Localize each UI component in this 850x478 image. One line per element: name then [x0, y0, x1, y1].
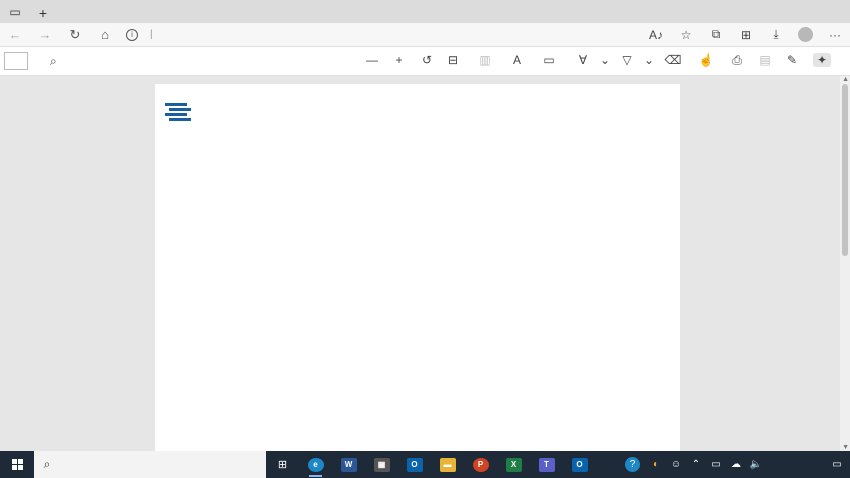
forward-icon[interactable]: →	[38, 27, 52, 42]
url-field[interactable]	[126, 25, 686, 45]
edge-taskbar-icon[interactable]: e	[299, 451, 332, 478]
viewer-scrollbar[interactable]	[840, 76, 850, 451]
search-icon[interactable]: ⌕	[50, 53, 57, 68]
highlight-options-chevron-icon[interactable]: ⌄	[643, 53, 655, 67]
notifications-icon[interactable]: ▭	[832, 459, 842, 470]
taskbar-search[interactable]	[34, 451, 266, 478]
minimize-button[interactable]	[730, 0, 770, 23]
battery-icon[interactable]: ▭	[711, 459, 721, 470]
search-icon: ⌕	[43, 457, 51, 471]
word-taskbar-icon[interactable]: W	[332, 451, 365, 478]
network-icon[interactable]: ☁	[731, 459, 741, 470]
excel-taskbar-icon[interactable]: X	[497, 451, 530, 478]
outlook-2-taskbar-icon[interactable]: O	[563, 451, 596, 478]
scroll-down-icon[interactable]: ▼	[842, 444, 849, 451]
pdf-viewer	[0, 76, 850, 451]
calculator-taskbar-icon[interactable]: ▦	[365, 451, 398, 478]
teams-taskbar-icon[interactable]: T	[530, 451, 563, 478]
home-icon[interactable]: ⌂	[101, 27, 109, 42]
people-icon[interactable]: ☺	[670, 459, 682, 470]
scroll-thumb[interactable]	[842, 84, 848, 256]
show-hidden-icons-chevron-icon[interactable]: ⌃	[691, 459, 701, 470]
page-view-icon[interactable]: ▥	[479, 53, 491, 67]
highlight-icon[interactable]: ▽	[622, 53, 632, 67]
fit-page-icon[interactable]: ⊟	[447, 53, 459, 67]
favorites-star-icon[interactable]: ☆	[680, 27, 692, 42]
more-options-icon[interactable]: ···	[829, 27, 841, 42]
url-separator: |	[150, 29, 153, 40]
iqvia-logo	[165, 98, 280, 124]
tab-actions-icon[interactable]: ▭	[9, 4, 21, 19]
address-bar	[0, 23, 850, 46]
help-icon[interactable]: ?	[625, 457, 640, 472]
info-icon[interactable]: i	[126, 29, 138, 41]
page-number-input[interactable]	[4, 52, 28, 70]
new-tab-button[interactable]: +	[38, 4, 48, 21]
pdf-page	[155, 84, 680, 451]
back-icon[interactable]: ←	[8, 27, 22, 42]
extensions-icon[interactable]: ⊞	[740, 27, 752, 42]
weather-icon[interactable]: ◐	[652, 459, 660, 470]
print-icon[interactable]: ⎙	[732, 53, 742, 67]
pdf-toolbar	[0, 46, 850, 76]
refresh-icon[interactable]: ↻	[69, 26, 81, 42]
maximize-button[interactable]	[770, 0, 810, 23]
zoom-out-icon[interactable]: —	[366, 53, 378, 67]
immersive-reader-icon[interactable]: ▭	[543, 53, 555, 67]
downloads-icon[interactable]: ⤓	[773, 27, 779, 41]
powerpoint-taskbar-icon[interactable]: P	[464, 451, 497, 478]
windows-start-icon[interactable]	[0, 459, 34, 470]
draw-icon[interactable]: ∀	[578, 53, 588, 67]
pin-toolbar-icon[interactable]: ✦	[813, 53, 831, 67]
taskbar	[0, 451, 850, 478]
trend-chart	[185, 191, 675, 391]
save-icon[interactable]: ▤	[759, 53, 771, 67]
touch-icon[interactable]: ☝	[698, 53, 714, 67]
rotate-icon[interactable]: ↺	[421, 53, 433, 67]
volume-icon[interactable]: 🔈	[749, 459, 763, 470]
outlook-taskbar-icon[interactable]: O	[398, 451, 431, 478]
scroll-up-icon[interactable]: ▲	[842, 76, 849, 83]
tab-strip	[0, 0, 850, 23]
profile-avatar[interactable]	[798, 27, 813, 42]
task-view-icon[interactable]: ⊞	[277, 459, 288, 471]
close-button[interactable]	[810, 0, 850, 23]
zoom-in-icon[interactable]: +	[395, 53, 403, 67]
file-explorer-taskbar-icon[interactable]: ▬	[431, 451, 464, 478]
save-as-icon[interactable]: ✎	[786, 53, 798, 67]
read-aloud-pdf-icon[interactable]: A	[512, 53, 521, 67]
collections-icon[interactable]: ⧉	[711, 27, 721, 41]
read-aloud-icon[interactable]: A♪	[648, 27, 663, 42]
draw-options-chevron-icon[interactable]: ⌄	[599, 53, 611, 67]
eraser-icon[interactable]: ⌫	[664, 53, 682, 67]
